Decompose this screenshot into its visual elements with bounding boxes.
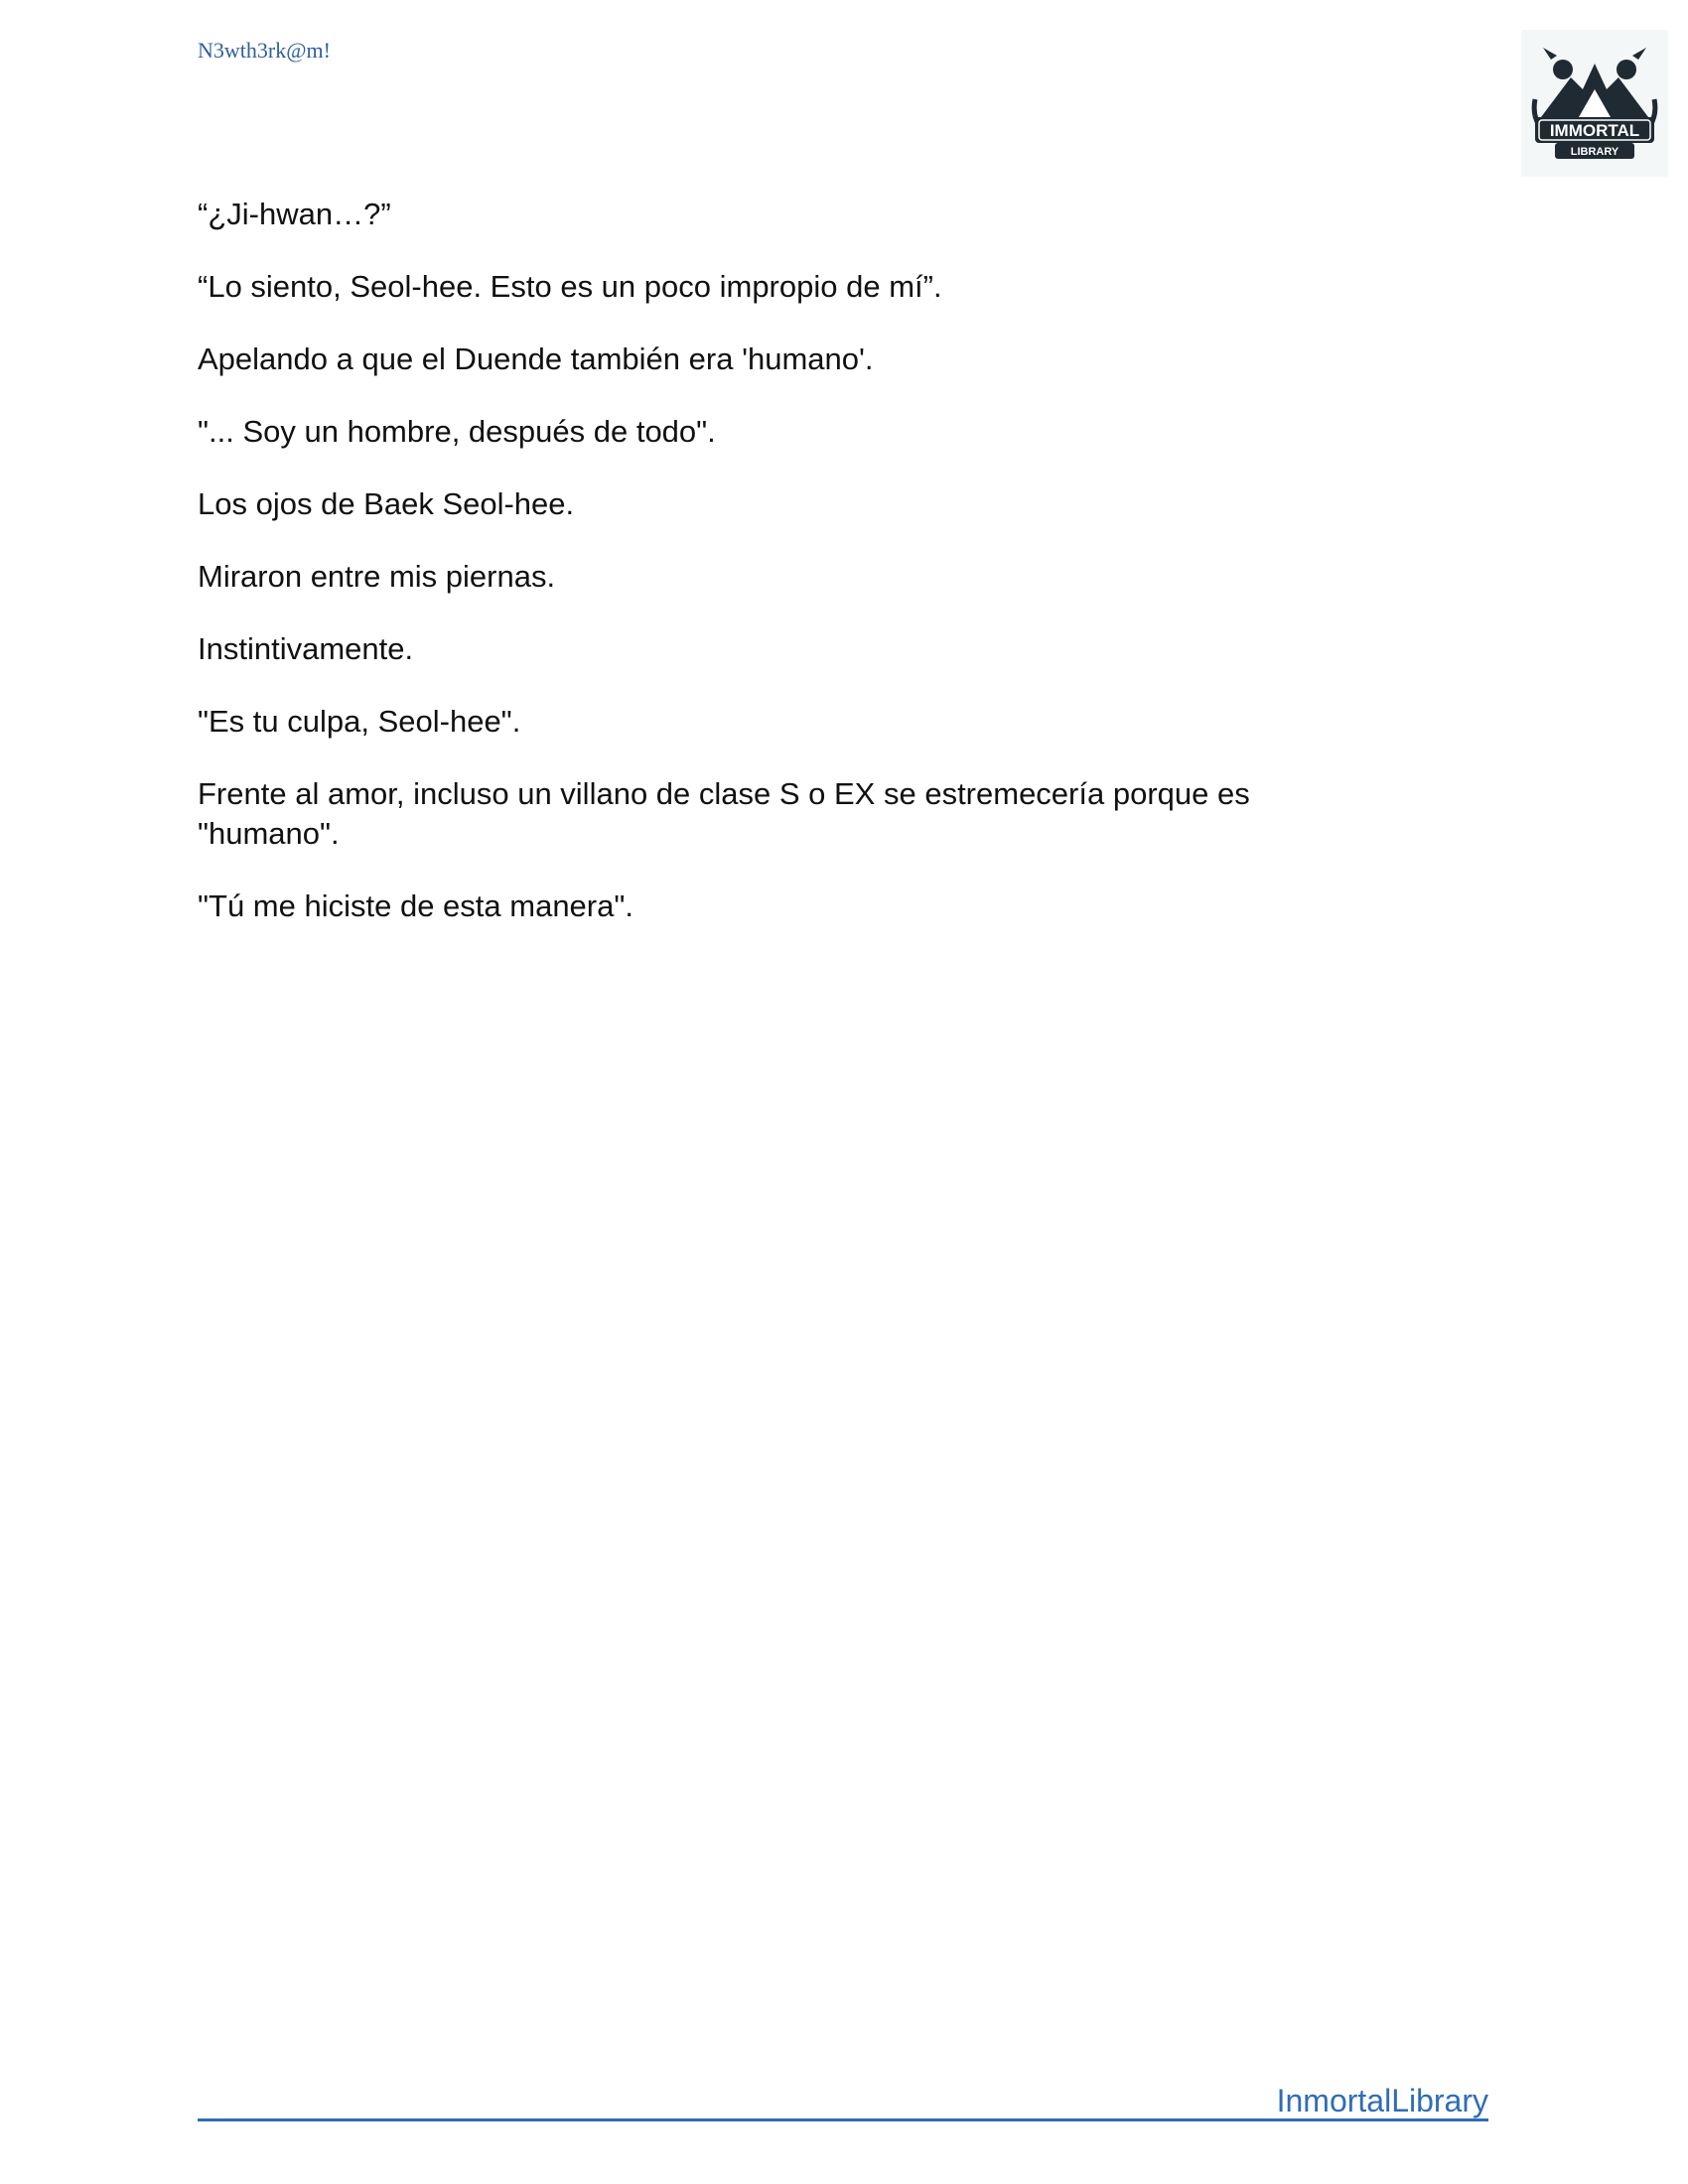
paragraph: “Lo siento, Seol-hee. Esto es un poco impropio de mí”. [198,269,942,304]
paragraph: Instintivamente. [198,631,414,666]
logo-icon [1521,30,1668,177]
paragraph: Frente al amor, incluso un villano de clase S o EX se estremecería porque es "humano". [198,776,1250,851]
paragraph: Miraron entre mis piernas. [198,559,556,594]
paragraph: "Es tu culpa, Seol-hee". [198,704,521,739]
logo-text-line1: IMMORTAL [1549,121,1640,140]
paragraph: "... Soy un hombre, después de todo". [198,414,716,449]
logo-text-line2: LIBRARY [1570,146,1619,158]
immortal-library-logo [1521,30,1668,177]
footer-divider [198,2118,1488,2121]
paragraph: Apelando a que el Duende también era 'humano'. [198,341,874,376]
paragraph: Los ojos de Baek Seol-hee. [198,486,575,521]
footer-site-link[interactable]: InmortalLibrary [1276,2083,1488,2118]
paragraph: "Tú me hiciste de esta manera". [198,888,633,923]
paragraph: “¿Ji-hwan…?” [198,197,391,231]
chapter-body [198,195,1488,959]
header-watermark-text: N3wth3rk@m! [198,38,331,63]
